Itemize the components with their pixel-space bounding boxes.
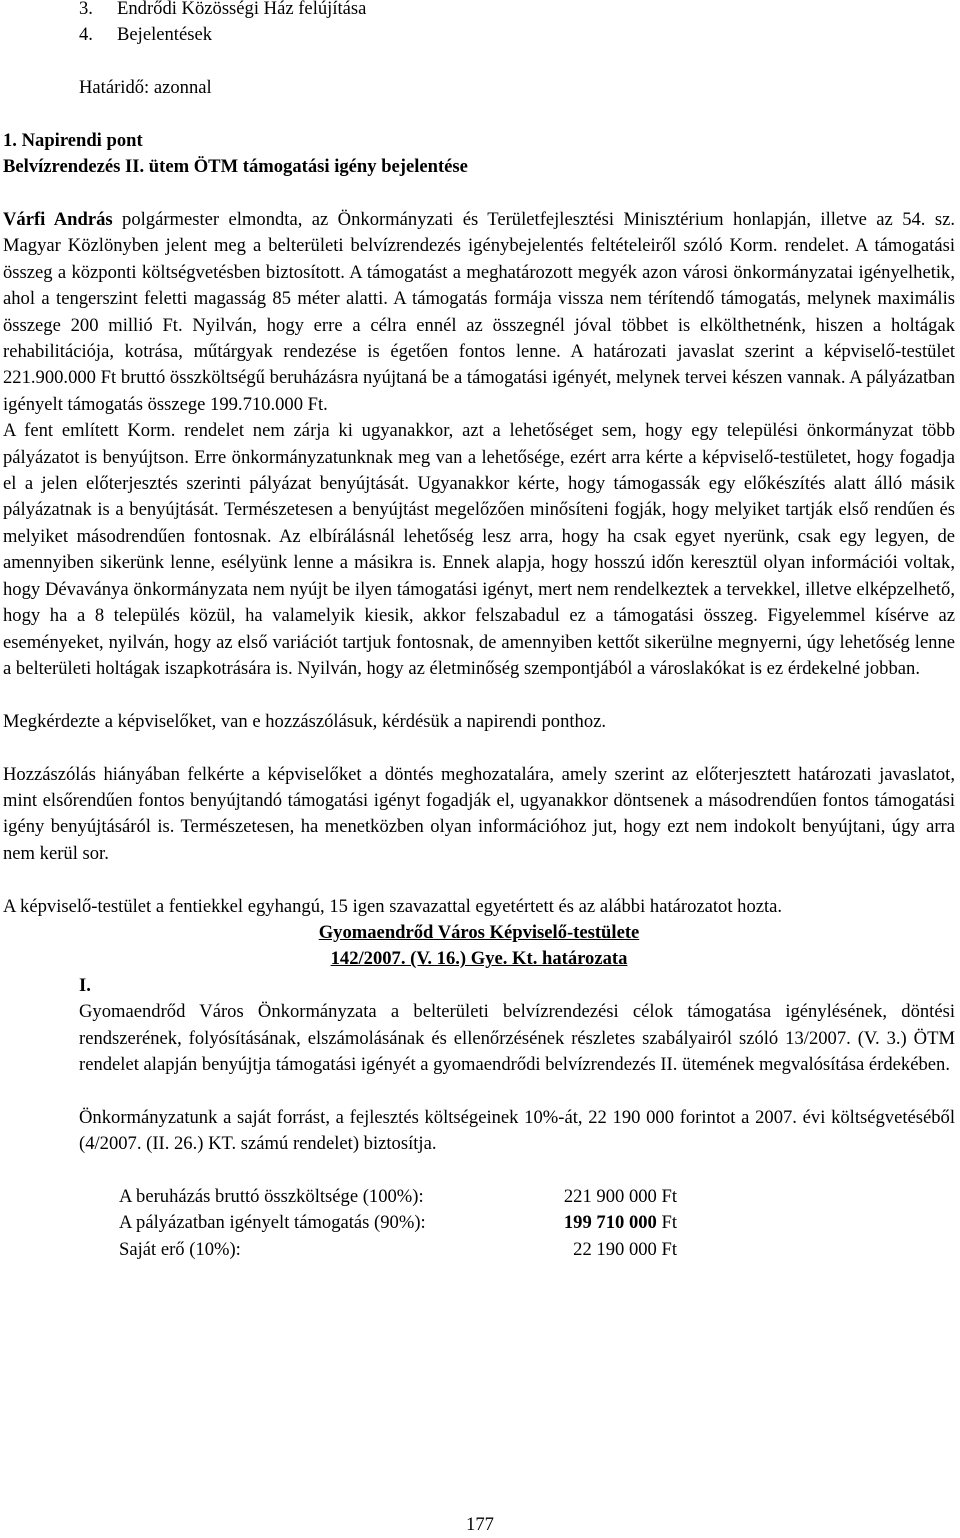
cost-row [119, 1237, 677, 1263]
spacer [3, 867, 955, 893]
agenda-point-heading [3, 128, 468, 181]
resolution-section-number: I. [79, 974, 91, 996]
cost-label: A beruházás bruttó összköltsége (100%): [119, 1185, 424, 1207]
agenda-item-title: Bejelentések [117, 24, 212, 46]
cost-amount-bold: 199 710 000 [563, 1212, 657, 1234]
cost-value [527, 1237, 677, 1263]
cost-label: Saját erő (10%): [119, 1238, 241, 1260]
cost-value [527, 1184, 677, 1210]
paragraph-vote-result: A képviselő-testület a fentiekkel egyhangú, 15 igen szavazattal egyetértett és az alábbi határozatot hozta. [3, 895, 783, 917]
paragraph-questions: Megkérdezte a képviselőket, van e hozzászólásuk, kérdésük a napirendi ponthoz. [3, 710, 607, 732]
resolution-body-name: Gyomaendrőd Város Képviselő-testülete [318, 921, 640, 943]
paragraph-mayor-statement [3, 207, 955, 418]
agenda-point-title: Belvízrendezés II. ütem ÖTM támogatási igény bejelentése [3, 156, 468, 178]
minutes-body [3, 207, 955, 1263]
resolution-number: 142/2007. (V. 16.) Gye. Kt. határozata [330, 948, 628, 970]
spacer [3, 682, 955, 708]
resolution-text-application: Gyomaendrőd Város Önkormányzata a belterületi belvízrendezési célok támogatása igénylésének, döntési rendszerének, folyósításának, elszámolásának és ellenőrzésének részletes szabályairól szóló 13/2007. (V. 3.) ÖTM rendelet alapján benyújtja támogatási igényét a gyomaendrődi belvízrendezés II. ütemének megvalósítása érdekében. [79, 1001, 955, 1075]
agenda-item-number: 4. [79, 24, 93, 46]
agenda-item [79, 0, 779, 22]
cost-amount: 22 190 000 Ft [573, 1238, 677, 1260]
cost-row [119, 1184, 677, 1210]
cost-label: A pályázatban igényelt támogatás (90%): [119, 1212, 426, 1234]
statement-text: polgármester elmondta, az Önkormányzati és Területfejlesztési Minisztérium honlapján, illetve az 54. sz. Magyar Közlönyben jelent meg a belterületi belvízrendezés igénybejelentés feltételeiről szóló Korm. rendelet. A támogatási összeg a központi költségvetésben biztosított. A támogatást a meghatározott megyék azon városi önkormányzatai igényelhetik, ahol a tengerszint feletti magasság 85 méter alatti. A támogatás formája vissza nem térítendő támogatás, melynek maximális összege 200 millió Ft. Nyilván, hogy erre a célra ennél az összegnél jóval többet is elkölthetnénk, hiszen a holtágak rehabilitációja, kotrása, műtárgyak rendezése is égetően fontos lenne. A határozati javaslat szerint a képviselő-testület 221.900.000 Ft bruttó összköltségű beruházásra nyújtaná be a támogatási igényét, melynek tervei készen vannak. A pályázatban igényelt támogatás összege 199.710.000 Ft. [3, 209, 956, 415]
paragraph-decision-request: Hozzászólás hiányában felkérte a képviselőket a döntés meghozatalára, amely szerint az előterjesztett határozati javaslatot, mint elsőrendűen fontos benyújtandó támogatási igényt fogadják el, ugyanakkor döntsenek a másodrendűen fontos támogatási igény benyújtásáról is. Természetesen, ha menetközben olyan információhoz jut, hogy ezt nem indokolt benyújtani, úgy arra nem kerül sor. [3, 763, 955, 864]
cost-unit: Ft [656, 1212, 677, 1234]
spacer [3, 1158, 955, 1184]
agenda-item-number: 3. [79, 0, 93, 19]
speaker-name: Várfi András [3, 209, 113, 230]
resolution-text-own-funds: Önkormányzatunk a saját forrást, a fejlesztés költségeinek 10%-át, 22 190 000 forintot a 2007. évi költségvetéséből (4/2007. (II. 26.) KT. számú rendelet) biztosítja. [79, 1106, 955, 1155]
cost-table [119, 1184, 677, 1263]
cost-row [119, 1210, 677, 1236]
agenda-list [79, 0, 779, 49]
spacer [3, 1078, 955, 1104]
agenda-item [79, 22, 779, 48]
resolution-title [3, 920, 955, 973]
cost-value [527, 1210, 677, 1236]
page-number: 177 [466, 1514, 494, 1535]
agenda-point-number: 1. Napirendi pont [3, 130, 143, 151]
agenda-item-title: Endrődi Közösségi Ház felújítása [117, 0, 367, 19]
spacer [3, 735, 955, 761]
deadline-text: Határidő: azonnal [79, 77, 212, 98]
cost-amount: 221 900 000 Ft [563, 1185, 677, 1207]
paragraph-additional-application: A fent említett Korm. rendelet nem zárja ki ugyanakkor, azt a lehetőséget sem, hogy egy települési önkormányzat több pályázatot is benyújtson. Erre önkormányzatunknak meg van a lehetősége, ezért arra kérte a képviselő-testületet, hogy fogadja el a jelen előterjesztés szerinti pályázat benyújtását. Ugyanakkor kérte, hogy támogassák egy előkészítés alatt álló másik pályázatnak is a benyújtását. Természetesen a benyújtást megelőzően minősíteni fogják, hogy melyiket tartják első rendűen és melyiket másodrendűen fontosnak. Az elbírálásnál lehetőség lesz arra, hogy ha csak egyet nyerünk, csak egy legyen, de amennyiben sikerünk lenne, esélyünk lenne a másikra is. Ennek alapja, hogy hosszú időn keresztül olyan információi voltak, hogy Dévaványa önkormányzata nem nyújt be ilyen támogatási igényt, mert nem rendelkeztek a tervekkel, illetve elképzelhető, hogy ha a 8 település közül, ha valamelyik kiesik, akkor felszabadul ez a támogatási összeg. Figyelemmel kísérve az eseményeket, nyilván, hogy az első variációt tartjuk fontosnak, de amennyiben kettőt sikerülne megnyerni, úgy lehetőség lenne a belterületi holtágak iszapkotrására is. Nyilván, hogy az életminőség szempontjából a városlakókat is ez érdekelné jobban. [3, 420, 955, 679]
